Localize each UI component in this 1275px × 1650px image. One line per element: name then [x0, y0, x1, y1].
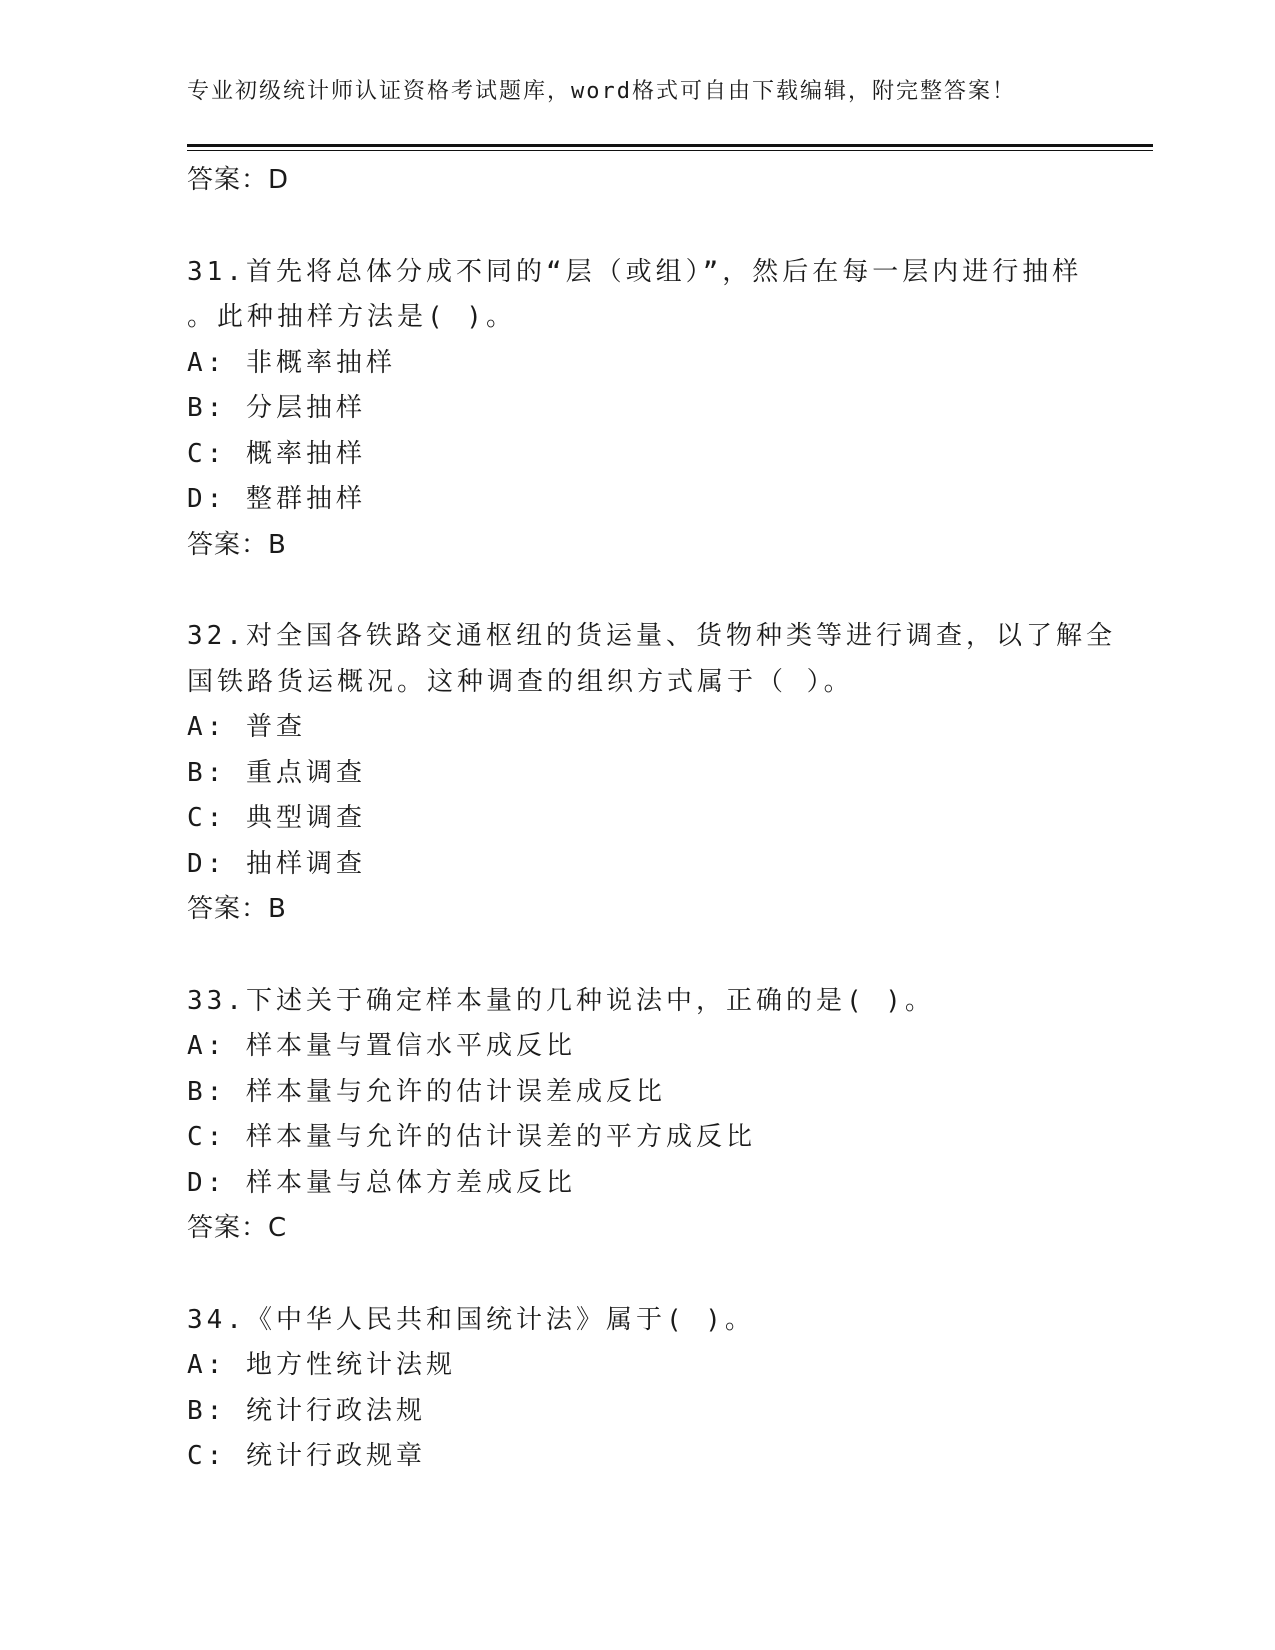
answer-line: 答案：C	[187, 1213, 288, 1243]
question-stem: 国铁路货运概况。这种调查的组织方式属于（ ）。	[187, 666, 854, 697]
question-stem: 。此种抽样方法是( )。	[187, 302, 516, 332]
option-b: B: 分层抽样	[187, 393, 366, 423]
question-stem: 31.首先将总体分成不同的“层（或组）”，然后在每一层内进行抽样	[187, 256, 1083, 287]
question-stem: 34.《中华人民共和国统计法》属于( )。	[187, 1304, 755, 1335]
option-b: B: 重点调查	[187, 757, 366, 788]
option-c: C: 样本量与允许的估计误差的平方成反比	[187, 1122, 756, 1152]
question-33	[187, 979, 1087, 1252]
question-list	[187, 158, 1116, 1480]
page-header: 专业初级统计师认证资格考试题库，word格式可自由下载编辑，附完整答案！	[187, 79, 1016, 104]
option-b: B: 统计行政法规	[187, 1395, 426, 1426]
answer-line: 答案：B	[187, 529, 287, 560]
option-c: C: 典型调查	[187, 803, 366, 833]
option-c: C: 概率抽样	[187, 438, 366, 469]
header-rule-thick	[187, 144, 1153, 147]
option-d: D: 样本量与总体方差成反比	[187, 1167, 576, 1198]
question-31	[187, 250, 1087, 569]
option-c: C: 统计行政规章	[187, 1441, 426, 1471]
answer-line: 答案：D	[187, 165, 290, 195]
answer-line: 答案：B	[187, 894, 287, 924]
option-d: D: 抽样调查	[187, 848, 366, 879]
question-stem: 32.对全国各铁路交通枢纽的货运量、货物种类等进行调查，以了解全	[187, 621, 1116, 651]
option-d: D: 整群抽样	[187, 484, 366, 514]
question-stem: 33.下述关于确定样本量的几种说法中，正确的是( )。	[187, 985, 935, 1016]
option-a: A: 普查	[187, 712, 306, 742]
option-a: A: 非概率抽样	[187, 347, 396, 378]
question-32	[187, 614, 1116, 933]
option-a: A: 地方性统计法规	[187, 1350, 456, 1380]
header-rule-thin	[187, 150, 1153, 151]
option-a: A: 样本量与置信水平成反比	[187, 1031, 576, 1061]
option-b: B: 样本量与允许的估计误差成反比	[187, 1076, 666, 1107]
question-34	[187, 1298, 1087, 1480]
